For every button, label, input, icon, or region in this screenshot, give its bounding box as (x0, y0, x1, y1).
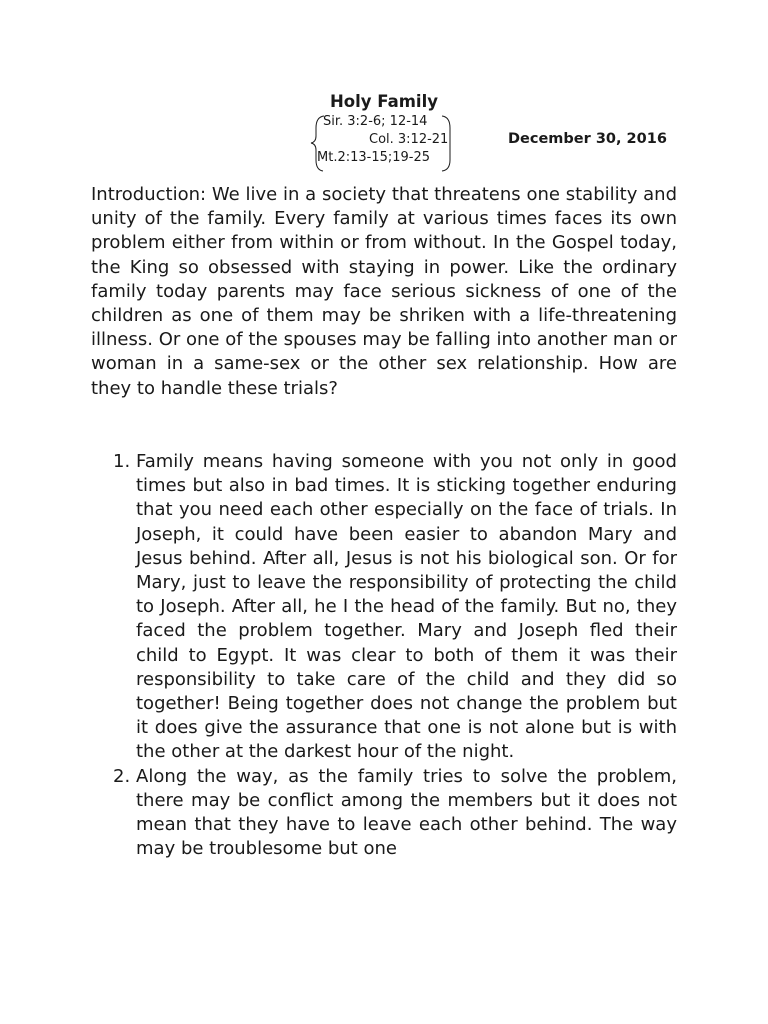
list-item (91, 765, 677, 862)
list-item-text: Along the way, as the family tries to solve the problem, there may be conflict among the members but it does not mean that they have to leave each other behind. The way may be troublesome but one (136, 765, 677, 860)
homily-date: December 30, 2016 (508, 131, 667, 147)
introduction-paragraph: Introduction: We live in a society that threatens one stability and unity of the family. Every family at various times faces its own problem either from within or from without. In the Gospel today, the King so obsessed with staying in power. Like the ordinary family today parents may face serious sickness of one of the children as one of them may be shriken with a life-threatening illness. Or one of the spouses may be falling into another man or woman in a same-sex or the other sex relationship. How are they to handle these trials? (91, 184, 677, 399)
reading-sirach: Sir. 3:2-6; 12-14 (323, 114, 428, 129)
scripture-readings (310, 114, 470, 172)
list-number: 2. (113, 765, 131, 787)
reading-colossians: Col. 3:12-21 (369, 132, 449, 147)
list-item-text: Family means having someone with you not only in good times but also in bad times. It is sticking together enduring that you need each other especially on the face of trials. In Joseph, it could have been easier to abandon Mary and Jesus behind. After all, Jesus is not his biological son. Or for Mary, just to leave the responsibility of protecting the child to Joseph. After all, he I the head of the family. But no, they faced the problem together. Mary and Joseph fled their child to Egypt. It was clear to both of them it was their responsibility to take care of the child and they did so together! Being together does not change the problem but it does give the assurance that one is not alone but is with the other at the darkest hour of the night. (136, 451, 677, 763)
page-title: Holy Family (330, 92, 438, 111)
list-number: 1. (113, 451, 131, 472)
reading-matthew: Mt.2:13-15;19-25 (317, 150, 431, 165)
list-item (91, 450, 677, 765)
points-list (91, 450, 677, 861)
